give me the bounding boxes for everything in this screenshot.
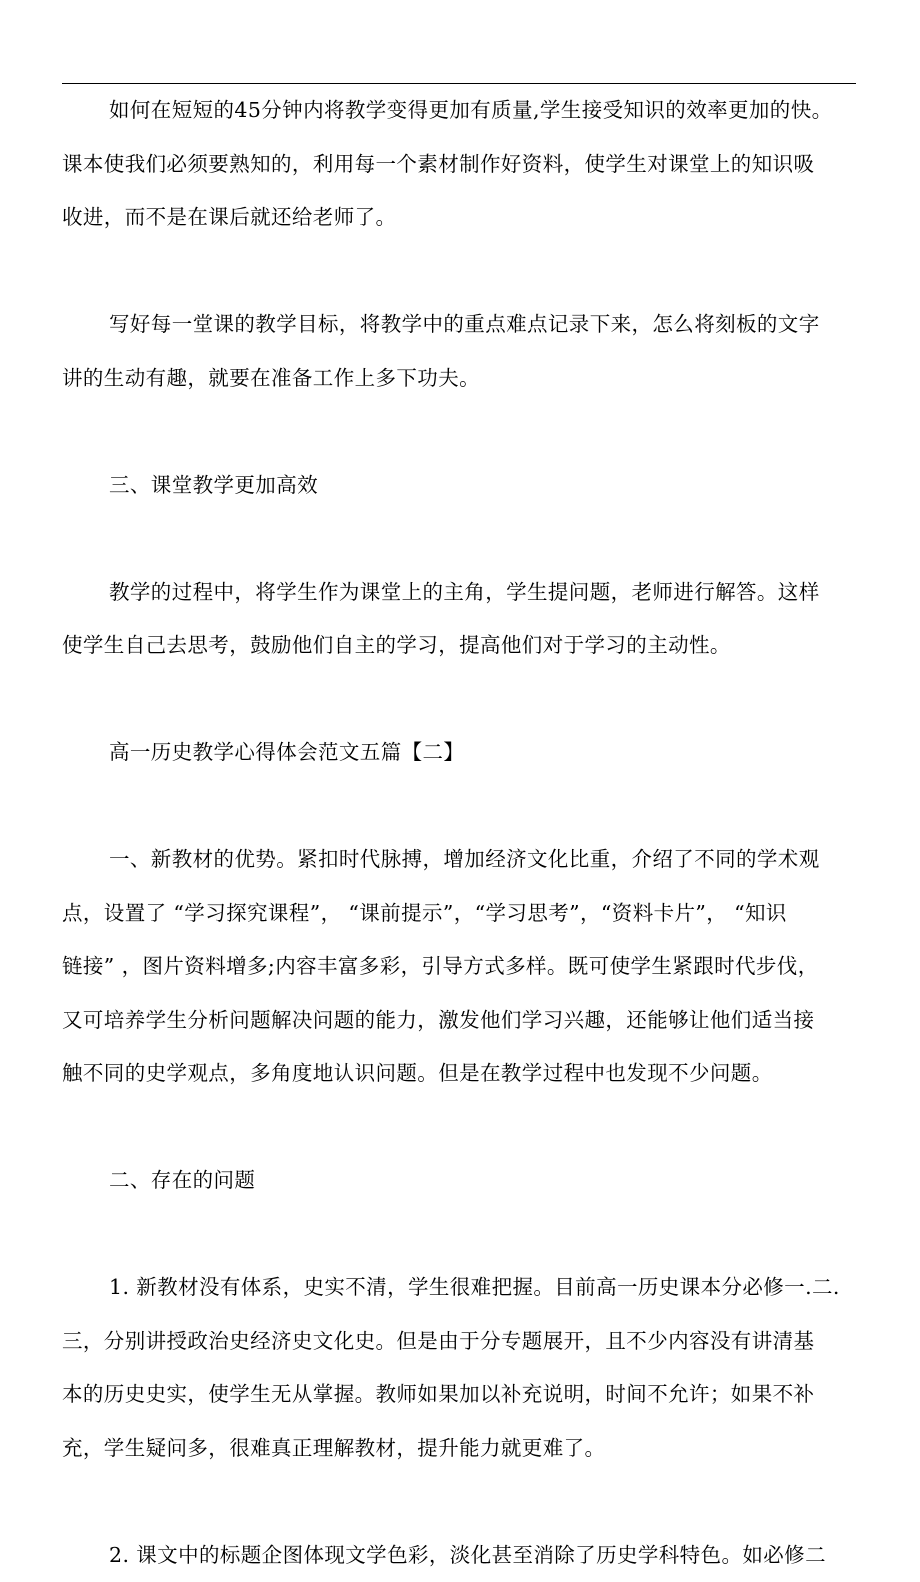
body-paragraph — [62, 1529, 862, 1582]
text-line: 写好每一堂课的教学目标，将教学中的重点难点记录下来，怎么将刻板的文字 — [62, 298, 862, 352]
paragraph-spacer — [62, 512, 862, 566]
text-line: 教学的过程中，将学生作为课堂上的主角，学生提问题，老师进行解答。这样 — [62, 566, 862, 620]
text-line: 充，学生疑问多，很难真正理解教材，提升能力就更难了。 — [62, 1422, 862, 1476]
text-line: 课本使我们必须要熟知的，利用每一个素材制作好资料，使学生对课堂上的知识吸 — [62, 138, 862, 192]
text-line: 收进，而不是在课后就还给老师了。 — [62, 191, 862, 245]
document-body — [62, 84, 862, 1582]
text-line: 链接” ，图片资料增多;内容丰富多彩，引导方式多样。既可使学生紧跟时代步伐， — [62, 940, 862, 994]
text-line: 二、存在的问题 — [62, 1154, 862, 1208]
body-paragraph — [62, 833, 862, 1101]
paragraph-spacer — [62, 405, 862, 459]
text-line: 高一历史教学心得体会范文五篇【二】 — [62, 726, 862, 780]
text-line: 本的历史史实，使学生无从掌握。教师如果加以补充说明，时间不允许；如果不补 — [62, 1368, 862, 1422]
text-line: 使学生自己去思考，鼓励他们自主的学习，提高他们对于学习的主动性。 — [62, 619, 862, 673]
text-line: 三，分别讲授政治史经济史文化史。但是由于分专题展开，且不少内容没有讲清基 — [62, 1315, 862, 1369]
section-heading — [62, 1154, 862, 1208]
text-line: 触不同的史学观点，多角度地认识问题。但是在教学过程中也发现不少问题。 — [62, 1047, 862, 1101]
paragraph-spacer — [62, 245, 862, 299]
text-line: 又可培养学生分析问题解决问题的能力，激发他们学习兴趣，还能够让他们适当接 — [62, 994, 862, 1048]
text-line: 一、新教材的优势。紧扣时代脉搏，增加经济文化比重，介绍了不同的学术观 — [62, 833, 862, 887]
text-line: 2. 课文中的标题企图体现文学色彩，淡化甚至消除了历史学科特色。如必修二 — [62, 1529, 862, 1582]
section-heading — [62, 459, 862, 513]
text-line: 讲的生动有趣，就要在准备工作上多下功夫。 — [62, 352, 862, 406]
text-line: 三、课堂教学更加高效 — [62, 459, 862, 513]
paragraph-spacer — [62, 1101, 862, 1155]
paragraph-spacer — [62, 1475, 862, 1529]
paragraph-spacer — [62, 673, 862, 727]
text-line: 1. 新教材没有体系，史实不清，学生很难把握。目前高一历史课本分必修一.二. — [62, 1261, 862, 1315]
paragraph-spacer — [62, 1208, 862, 1262]
body-paragraph — [62, 1261, 862, 1475]
body-paragraph — [62, 566, 862, 673]
body-paragraph — [62, 84, 862, 245]
paragraph-spacer — [62, 780, 862, 834]
text-line: 点，设置了 “学习探究课程”， “课前提示”，“学习思考”，“资料卡片”， “知识 — [62, 887, 862, 941]
section-heading — [62, 726, 862, 780]
text-line: 如何在短短的45分钟内将教学变得更加有质量,学生接受知识的效率更加的快。 — [62, 84, 862, 138]
body-paragraph — [62, 298, 862, 405]
